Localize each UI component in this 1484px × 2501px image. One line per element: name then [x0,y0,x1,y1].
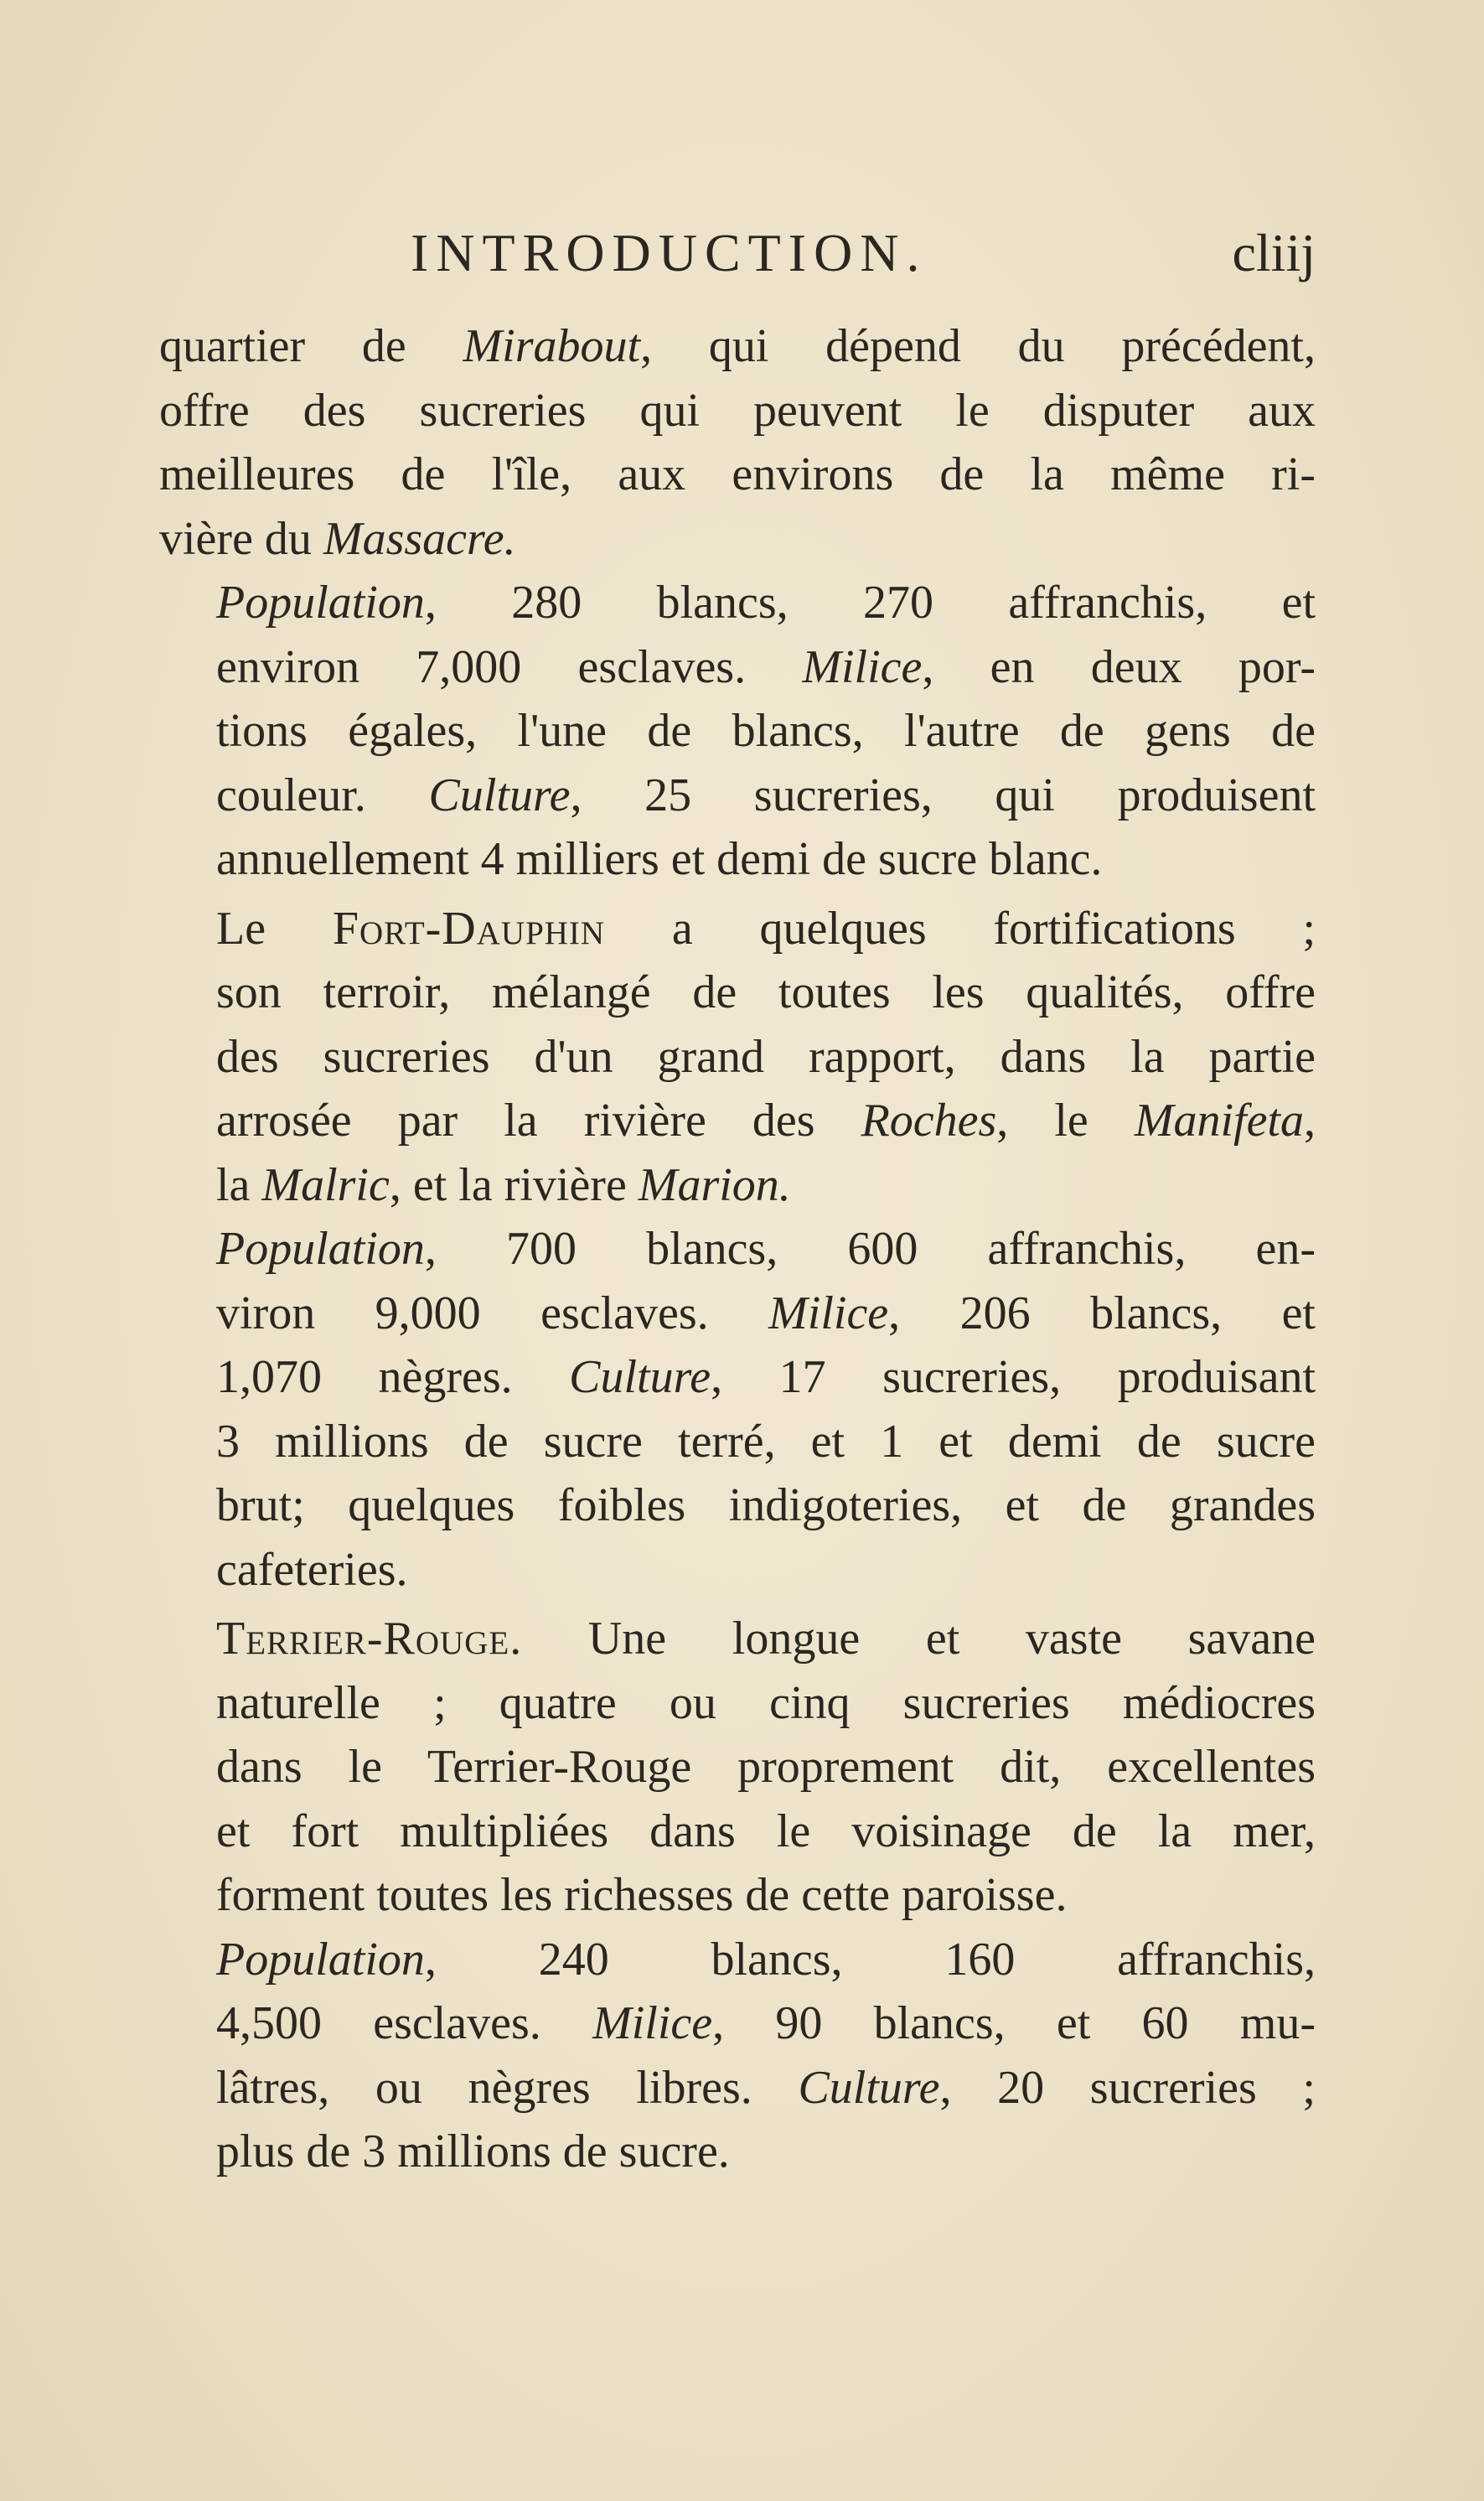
text-run: environ 7,000 esclaves. [216,640,803,693]
italic-run: Culture [798,2061,940,2114]
italic-run: Milice [768,1287,889,1339]
text-run: 1,070 nègres. [216,1351,570,1403]
page-number: cliij [1232,223,1316,282]
text-run: des sucreries d'un grand rapport, dans la partie [216,1030,1316,1083]
text-run: , 25 sucreries, qui produisent [570,769,1316,821]
text-line [159,1735,1316,1799]
italic-run: Massacre. [323,512,516,565]
paragraph-population-2 [159,1217,1316,1602]
text-run: , 90 blancs, et 60 mu- [712,1997,1316,2049]
text-line [159,1153,1316,1218]
text-run: et fort multipliées dans le voisinage de la mer, [216,1805,1316,1857]
text-run: , 17 sucreries, produisant [711,1351,1316,1403]
text-line [159,1025,1316,1090]
text-run: Une longue et vaste savane [522,1613,1316,1665]
text-line [159,443,1316,507]
text-run: cafeteries. [216,1543,408,1596]
text-run: annuellement 4 milliers et demi de sucre blanc. [216,833,1103,885]
running-title: INTRODUCTION. [411,223,928,282]
italic-run: Milice [802,640,923,693]
text-run: , et la rivière [389,1158,639,1211]
text-run: , 700 blancs, 600 affranchis, en- [424,1223,1316,1275]
text-run: plus de 3 millions de sucre. [216,2126,730,2177]
body-text [159,314,1316,2184]
paragraph-mirabout [159,314,1316,571]
text-run: tions égales, l'une de blancs, l'autre de gens de [216,705,1316,757]
text-run: la [216,1158,262,1211]
text-line [159,827,1316,892]
running-head [159,222,1316,298]
text-run: couleur. [216,769,429,821]
paragraph-fort-dauphin [159,897,1316,1218]
text-run: 3 millions de sucre terré, et 1 et demi de sucre [216,1415,1316,1468]
text-line [159,2120,1316,2184]
text-run: viron 9,000 esclaves. [216,1287,769,1339]
text-run: arrosée par la rivière des [216,1095,861,1147]
italic-run: Marion. [638,1158,791,1211]
text-run: , 240 blancs, 160 affranchis, [424,1933,1316,1986]
italic-run: Population [216,1223,425,1275]
text-line [159,1473,1316,1538]
text-run: Le [216,902,333,955]
italic-run: Roches [861,1095,997,1147]
text-line [159,571,1316,635]
text-line [159,1282,1316,1346]
paragraph-population-3 [159,1928,1316,2184]
text-run: naturelle ; quatre ou cinq sucreries médiocres [216,1676,1316,1729]
text-run: offre des sucreries qui peuvent le disputer aux [159,384,1316,437]
text-line [159,1089,1316,1153]
text-line [159,897,1316,961]
text-run: , qui dépend du précédent, [640,320,1316,372]
text-run: a quelques fortifications ; [605,902,1316,955]
italic-run: Population [216,577,425,629]
text-run: lâtres, ou nègres libres. [216,2061,799,2114]
text-line [159,379,1316,443]
text-run: brut; quelques foibles indigoteries, et de grandes [216,1479,1316,1531]
text-run: , 280 blancs, 270 affranchis, et [424,577,1316,629]
italic-run: Malric [261,1158,390,1211]
text-run: 4,500 esclaves. [216,1997,593,2049]
text-line [159,1217,1316,1282]
text-line [159,507,1316,572]
text-line [159,314,1316,379]
small-caps-run: Fort-Dauphin [332,902,606,955]
text-run: dans le Terrier-Rouge proprement dit, excellentes [216,1741,1316,1793]
text-run: quartier de [159,320,463,372]
text-line [159,1863,1316,1928]
text-run: vière du [159,512,323,565]
text-line [159,699,1316,764]
text-line [159,1607,1316,1671]
italic-run: Culture [428,769,571,821]
paragraph-terrier-rouge [159,1607,1316,1928]
text-line [159,1928,1316,1992]
text-run: forment toutes les richesses de cette paroisse. [216,1869,1068,1921]
text-line [159,1799,1316,1864]
paragraph-population-1 [159,571,1316,892]
text-line [159,2056,1316,2120]
small-caps-run: Terrier-Rouge. [216,1613,523,1665]
italic-run: Milice [592,1997,713,2049]
italic-run: Manifeta [1134,1095,1304,1147]
text-run: , le [996,1095,1135,1147]
text-line [159,961,1316,1025]
text-run: , 20 sucreries ; [939,2061,1316,2114]
italic-run: Mirabout [463,320,641,372]
text-run: , en deux por- [922,640,1316,693]
text-line [159,1991,1316,2056]
text-run: son terroir, mélangé de toutes les qualités, offre [216,966,1316,1018]
text-line [159,1671,1316,1736]
italic-run: Population [216,1933,425,1986]
text-line [159,1345,1316,1410]
text-line [159,635,1316,700]
text-line [159,764,1316,828]
text-run: , 206 blancs, et [888,1287,1316,1339]
text-line [159,1410,1316,1474]
text-run: meilleures de l'île, aux environs de la même ri- [159,448,1316,500]
italic-run: Culture [569,1351,711,1403]
text-run: , [1304,1095,1316,1147]
text-line [159,1538,1316,1603]
